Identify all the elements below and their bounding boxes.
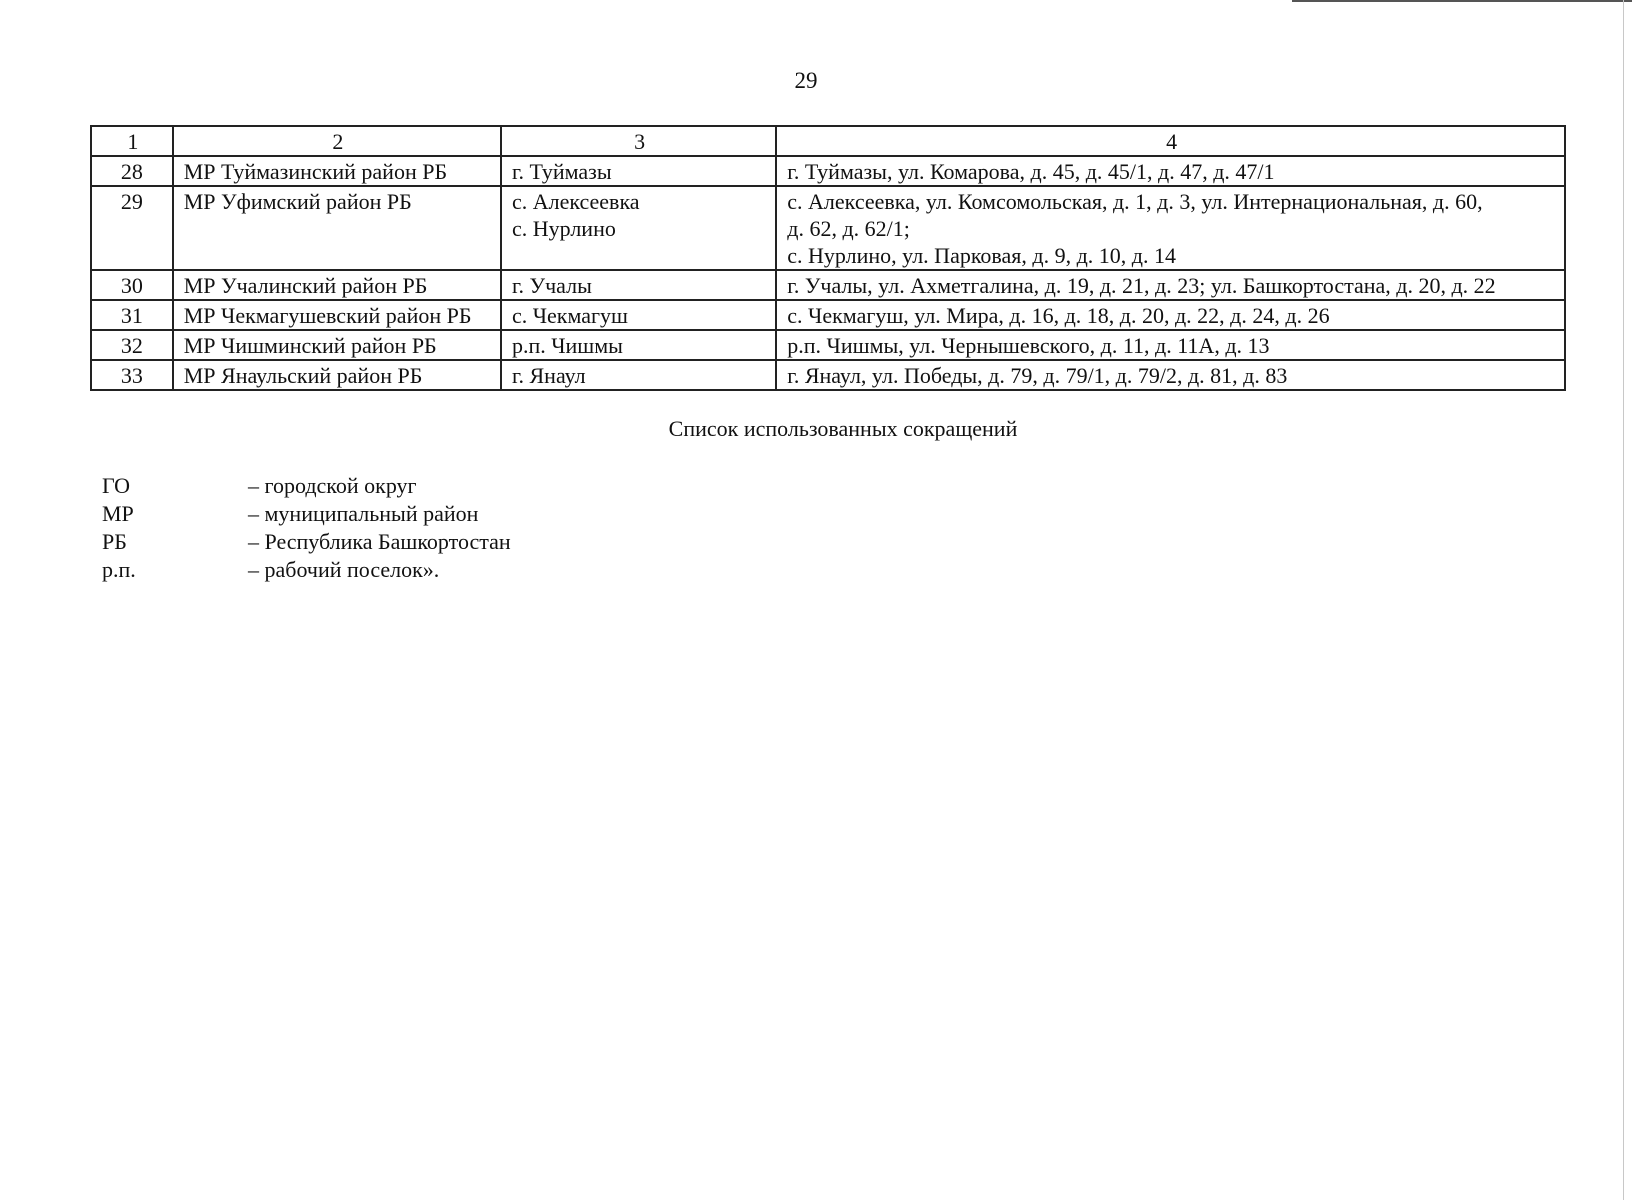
settlement-cell bbox=[501, 156, 776, 186]
settlement-line: г. Янаул bbox=[511, 363, 586, 388]
row-number-cell: 31 bbox=[91, 300, 173, 330]
address-cell bbox=[776, 300, 1565, 330]
abbreviations-title: Список использованных сокращений bbox=[668, 416, 1018, 441]
table-row bbox=[91, 360, 1565, 390]
settlements-table bbox=[90, 125, 1566, 391]
abbreviation-meaning: – городской округ bbox=[248, 473, 417, 498]
table-row bbox=[91, 330, 1565, 360]
address-line: г. Янаул, ул. Победы, д. 79, д. 79/1, д. 79/2, д. 81, д. 83 bbox=[787, 363, 1288, 388]
settlement-line: с. Нурлино bbox=[511, 216, 616, 241]
address-line: с. Чекмагуш, ул. Мира, д. 16, д. 18, д. 20, д. 22, д. 24, д. 26 bbox=[787, 303, 1330, 328]
column-header: 3 bbox=[501, 126, 776, 156]
settlement-line: г. Туймазы bbox=[511, 159, 612, 184]
settlement-cell bbox=[501, 360, 776, 390]
address-line: р.п. Чишмы, ул. Чернышевского, д. 11, д. 11А, д. 13 bbox=[787, 333, 1270, 358]
address-cell bbox=[776, 360, 1565, 390]
abbreviation-meaning: – Республика Башкортостан bbox=[248, 529, 511, 554]
row-number-cell: 30 bbox=[91, 270, 173, 300]
abbreviation-item bbox=[102, 500, 511, 528]
row-number-cell: 32 bbox=[91, 330, 173, 360]
row-number-cell: 28 bbox=[91, 156, 173, 186]
page-edge-line bbox=[1623, 0, 1624, 1200]
settlement-line: с. Чекмагуш bbox=[511, 303, 628, 328]
table-header-row bbox=[91, 126, 1565, 156]
settlement-line: г. Учалы bbox=[511, 273, 592, 298]
table-row bbox=[91, 300, 1565, 330]
abbreviation-meaning: – рабочий поселок». bbox=[248, 557, 440, 582]
address-line: г. Туймазы, ул. Комарова, д. 45, д. 45/1, д. 47, д. 47/1 bbox=[787, 159, 1275, 184]
district-cell: МР Янаульский район РБ bbox=[173, 360, 501, 390]
settlement-cell bbox=[501, 270, 776, 300]
settlement-cell bbox=[501, 300, 776, 330]
address-cell bbox=[776, 156, 1565, 186]
abbreviation-item bbox=[102, 556, 511, 584]
abbreviations-list bbox=[102, 472, 511, 584]
top-border-line bbox=[1292, 0, 1632, 2]
address-line: с. Алексеевка, ул. Комсомольская, д. 1, д. 3, ул. Интернациональная, д. 60, bbox=[787, 189, 1483, 214]
column-header: 1 bbox=[91, 126, 173, 156]
address-cell bbox=[776, 270, 1565, 300]
abbreviation-code: МР bbox=[102, 501, 134, 526]
address-line: г. Учалы, ул. Ахметгалина, д. 19, д. 21, д. 23; ул. Башкортостана, д. 20, д. 22 bbox=[787, 273, 1496, 298]
abbreviation-item bbox=[102, 472, 511, 500]
settlement-cell bbox=[501, 330, 776, 360]
column-header: 2 bbox=[173, 126, 501, 156]
address-line: с. Нурлино, ул. Парковая, д. 9, д. 10, д. 14 bbox=[787, 243, 1176, 268]
address-line: д. 62, д. 62/1; bbox=[787, 216, 910, 241]
abbreviation-code: РБ bbox=[102, 529, 127, 554]
address-cell bbox=[776, 186, 1565, 270]
settlement-cell bbox=[501, 186, 776, 270]
abbreviation-code: р.п. bbox=[102, 557, 136, 582]
page-number: 29 bbox=[794, 68, 818, 93]
district-cell: МР Туймазинский район РБ bbox=[173, 156, 501, 186]
abbreviation-code: ГО bbox=[102, 473, 131, 498]
address-cell bbox=[776, 330, 1565, 360]
settlement-line: с. Алексеевка bbox=[511, 189, 640, 214]
abbreviation-meaning: – муниципальный район bbox=[248, 501, 479, 526]
table-row bbox=[91, 270, 1565, 300]
abbreviation-item bbox=[102, 528, 511, 556]
district-cell: МР Чекмагушевский район РБ bbox=[173, 300, 501, 330]
district-cell: МР Учалинский район РБ bbox=[173, 270, 501, 300]
column-header: 4 bbox=[776, 126, 1565, 156]
settlement-line: р.п. Чишмы bbox=[511, 333, 623, 358]
district-cell: МР Уфимский район РБ bbox=[173, 186, 501, 270]
row-number-cell: 33 bbox=[91, 360, 173, 390]
table-row bbox=[91, 186, 1565, 270]
district-cell: МР Чишминский район РБ bbox=[173, 330, 501, 360]
row-number-cell: 29 bbox=[91, 186, 173, 270]
table-row bbox=[91, 156, 1565, 186]
